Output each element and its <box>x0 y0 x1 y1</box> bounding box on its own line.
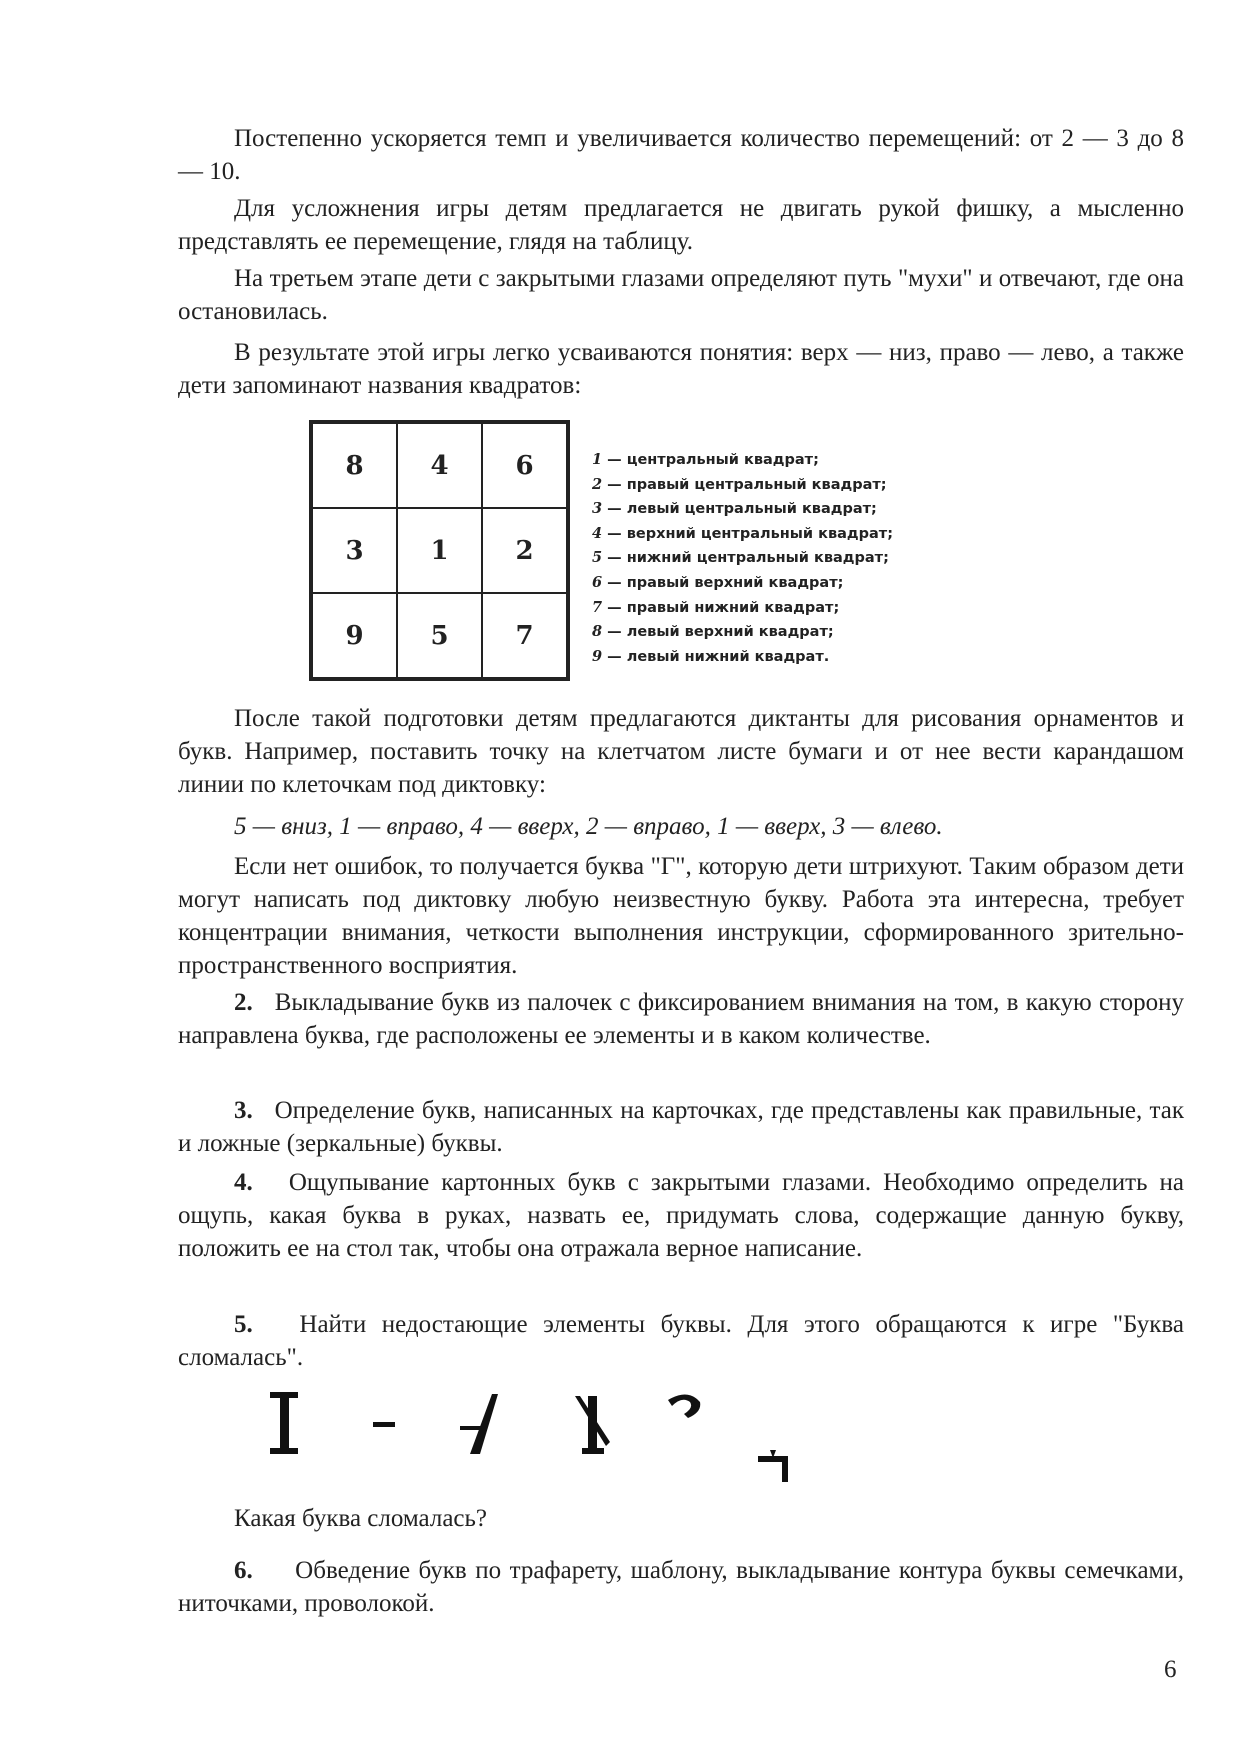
grid-cell: 3 <box>312 508 397 593</box>
grid-cell: 5 <box>397 593 482 678</box>
grid-cell: 4 <box>397 423 482 508</box>
paragraph-text: Какая буква сломалась? <box>234 1505 488 1532</box>
grid-cell: 8 <box>312 423 397 508</box>
numbered-item-3: 3. Определение букв, написанных на карточках, где представлены как правильные, так и ложные (зеркальные) буквы. <box>178 1097 1184 1157</box>
broken-letter-slash-bar <box>460 1426 486 1430</box>
legend-item: 1 — центральный квадрат; <box>592 451 819 468</box>
dictation-example <box>178 810 1184 843</box>
squares-legend <box>592 448 893 669</box>
numbered-item-5: 5. Найти недостающие элементы буквы. Для этого обращаются к игре "Буква сломалась". <box>178 1311 1184 1371</box>
broken-letters-illustration <box>270 1382 830 1492</box>
grid-cell: 7 <box>482 593 567 678</box>
paragraph-tempo <box>178 122 1184 188</box>
paragraph-third-stage <box>178 262 1184 328</box>
legend-item: 6 — правый верхний квадрат; <box>592 573 844 591</box>
numbered-item-4: 4. Ощупывание картонных букв с закрытыми глазами. Необходимо определить на ощупь, какая буква в руках, назвать ее, придумать слова, содержащие данную букву, положить ее на стол так, чтобы она отражала верное написание. <box>178 1169 1185 1262</box>
legend-item: 4 — верхний центральный квадрат; <box>592 524 894 542</box>
legend-item: 3 — левый центральный квадрат; <box>592 500 877 518</box>
legend-item: 8 — левый верхний квадрат; <box>592 623 834 641</box>
grid-cell: 9 <box>312 593 397 678</box>
paragraph-text: Для усложнения игры детям предлагается не двигать рукой фишку, а мысленно представлять ее перемещение, глядя на таблицу. <box>178 195 1184 255</box>
broken-letter-three <box>668 1394 700 1418</box>
legend-item: 7 — правый нижний квадрат; <box>592 598 840 616</box>
broken-letter-hook-stem <box>782 1456 788 1482</box>
broken-letter-slash <box>470 1394 498 1454</box>
squares-grid <box>309 420 570 681</box>
legend-item: 9 — левый нижний квадрат. <box>592 647 830 665</box>
paragraph-complication <box>178 192 1184 258</box>
paragraph-text: 5 — вниз, 1 — вправо, 4 — вверх, 2 — вправо, 1 — вверх, 3 — влево. <box>234 813 943 840</box>
broken-letter-i-stem <box>280 1392 289 1454</box>
numbered-item-6: 6. Обведение букв по трафарету, шаблону, выкладывание контура буквы семечками, ниточками, проволокой. <box>178 1557 1184 1617</box>
grid-cell: 1 <box>397 508 482 593</box>
legend-item: 2 — правый центральный квадрат; <box>592 475 887 493</box>
broken-letter-i-bottom <box>270 1448 298 1454</box>
paragraph-text: В результате этой игры легко усваиваются понятия: верх — низ, право — лево, а также дети запоминают названия квадратов: <box>178 339 1184 399</box>
paragraph-text: Постепенно ускоряется темп и увеличивается количество перемещений: от 2 — 3 до 8 — 10. <box>178 125 1184 185</box>
paragraph-result <box>178 336 1184 402</box>
page-number: 6 <box>1164 1656 1177 1683</box>
paragraph-text: Если нет ошибок, то получается буква "Г", которую дети штрихуют. Таким образом дети могут написать под диктовку любую неизвестную букву. Работа эта интересна, требует концентрации внимания, четкости выполнения инструкции, сформированного зрительно-пространственного восприятия. <box>178 853 1184 979</box>
paragraph-text: На третьем этапе дети с закрытыми глазами определяют путь "мухи" и отвечают, где она остановилась. <box>178 265 1184 325</box>
paragraph-text: После такой подготовки детям предлагаются диктанты для рисования орнаментов и букв. Например, поставить точку на клетчатом листе бумаги и от нее вести карандашом линии по клеточкам под диктовку: <box>178 705 1184 798</box>
numbered-item-2: 2. Выкладывание букв из палочек с фиксированием внимания на том, в какую сторону направлена буква, где расположены ее элементы и в каком количестве. <box>178 989 1185 1049</box>
paragraph-letter-g <box>178 850 1184 982</box>
broken-letter-dash <box>373 1422 395 1427</box>
grid-cell: 2 <box>482 508 567 593</box>
broken-letter-i2-bottom <box>582 1448 604 1454</box>
grid-cell: 6 <box>482 423 567 508</box>
question-line <box>178 1502 1184 1535</box>
legend-item: 5 — нижний центральный квадрат; <box>592 549 889 567</box>
paragraph-dictation-intro <box>178 702 1184 801</box>
